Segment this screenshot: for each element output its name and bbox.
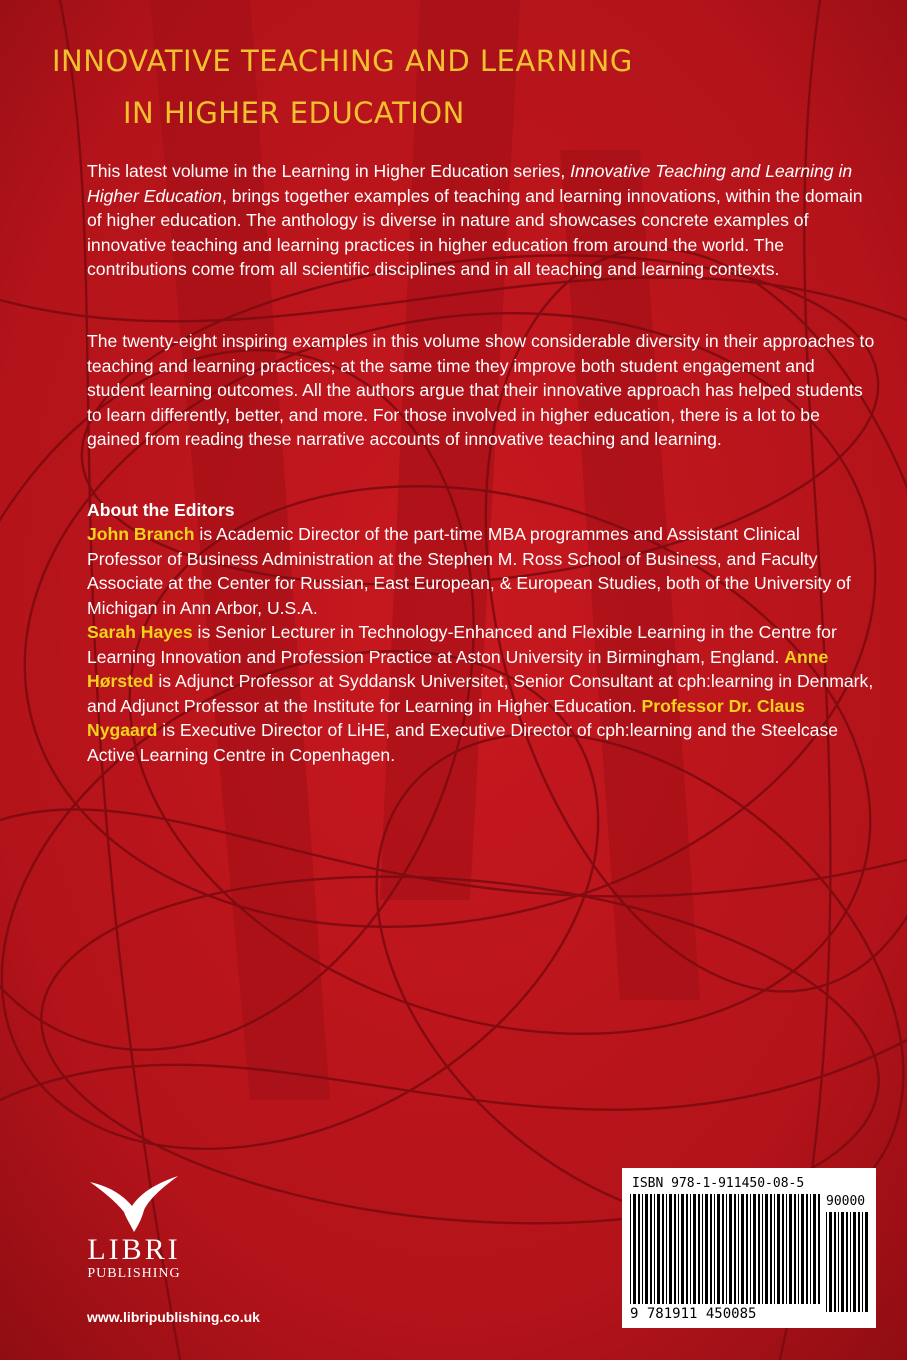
barcode-bar	[762, 1194, 763, 1304]
blurb-paragraph-2: The twenty-eight inspiring examples in this volume show considerable diversity in their approaches to teaching and learning practices; at the same time they improve both student engagement and student learning outcomes. All the authors argue that their innovative approach has helped students to learn differently, better, and more. For those involved in higher education, there is a lot to be gained from reading these narrative accounts of innovative teaching and learning.	[87, 331, 875, 449]
book-title-italic: Innovative Teaching and Learning in Higher Education	[87, 161, 853, 206]
blurb-text: , brings together examples of teaching and learning innovations, within the domain of higher education. The anthology is diverse in nature and showcases concrete examples of innovative teaching and learning practices in higher education from around the world. The contributions come from all scientific disciplines and in all teaching and learning contexts.	[87, 185, 863, 279]
barcode-bar	[758, 1194, 760, 1304]
barcode-bar	[741, 1194, 744, 1304]
barcode-bar	[786, 1194, 787, 1304]
barcode-bar	[798, 1194, 799, 1304]
barcode-bar	[746, 1194, 748, 1304]
barcode-bar	[642, 1194, 643, 1304]
barcode-bar	[690, 1194, 691, 1304]
barcode-bar	[714, 1194, 715, 1304]
editor-name: Sarah Hayes	[87, 622, 193, 642]
barcode-bar	[702, 1194, 703, 1304]
barcode-bar	[846, 1212, 848, 1312]
barcode-bar	[801, 1194, 804, 1304]
barcode-bar	[717, 1194, 720, 1304]
barcode-bar	[765, 1194, 768, 1304]
barcode-bar	[813, 1194, 816, 1304]
barcode-bar	[826, 1212, 827, 1312]
barcode-bar	[858, 1212, 860, 1312]
barcode-bar	[789, 1194, 792, 1304]
bird-icon	[88, 1172, 180, 1234]
book-title-line-2: IN HIGHER EDUCATION	[123, 96, 465, 130]
barcode-bar	[630, 1194, 631, 1304]
barcode-bar	[654, 1194, 655, 1304]
editor-bio: is Adjunct Professor at Syddansk Universitet, Senior Consultant at cph:learning in Denmark, and Adjunct Professor at the Institute for Learning in Higher Education.	[87, 671, 874, 716]
barcode-bar	[753, 1194, 756, 1304]
editor-name: Anne Hørsted	[87, 646, 829, 691]
barcode-bar	[726, 1194, 727, 1304]
barcode-bar	[666, 1194, 667, 1304]
barcode-bar	[750, 1194, 751, 1304]
about-editors-heading: About the Editors	[87, 500, 235, 520]
publisher-name: LIBRI	[87, 1233, 181, 1266]
barcode-bar	[633, 1194, 636, 1304]
barcode-bar	[738, 1194, 739, 1304]
isbn-digits: 9 781911 450085	[630, 1306, 757, 1322]
editor-bio: is Senior Lecturer in Technology-Enhanced and Flexible Learning in the Centre for Learning Innovation and Profession Practice at Aston University in Birmingham, England.	[87, 622, 837, 667]
barcode-bar	[674, 1194, 676, 1304]
barcode-bar	[818, 1194, 820, 1304]
editor-bios	[87, 522, 877, 767]
publisher-logo	[74, 1172, 198, 1292]
barcode-bar	[662, 1194, 664, 1304]
blurb-paragraph-1	[87, 159, 877, 282]
barcode-bar	[774, 1194, 775, 1304]
barcode-bar	[734, 1194, 736, 1304]
barcode-bar	[678, 1194, 679, 1304]
barcode-bar	[829, 1212, 832, 1312]
editor-bio: is Academic Director of the part-time MBA programmes and Assistant Clinical Professor of Business Administration at the Stephen M. Ross School of Business, and Faculty Associate at the Center for Russian, East European, & European Studies, both of the University of Michigan in Ann Arbor, U.S.A.	[87, 524, 851, 618]
barcode-bar	[834, 1212, 836, 1312]
barcode-bar	[669, 1194, 672, 1304]
barcode-bar	[729, 1194, 732, 1304]
barcode-bar	[794, 1194, 796, 1304]
barcode-bar	[681, 1194, 684, 1304]
barcode-bar	[645, 1194, 648, 1304]
barcode-bar	[853, 1212, 856, 1312]
barcode-bar	[693, 1194, 696, 1304]
barcode-bar	[657, 1194, 660, 1304]
barcode-bar	[865, 1212, 868, 1312]
barcode-bar	[782, 1194, 784, 1304]
barcode-bar	[806, 1194, 808, 1304]
publisher-website: www.libripublishing.co.uk	[87, 1309, 260, 1325]
editor-name: John Branch	[87, 524, 195, 544]
barcode-bar	[698, 1194, 700, 1304]
barcode-bar	[722, 1194, 724, 1304]
publisher-subtitle: PUBLISHING	[87, 1266, 181, 1281]
barcode-bar	[850, 1212, 851, 1312]
barcode-bar	[638, 1194, 640, 1304]
barcode-bar	[710, 1194, 712, 1304]
barcode-bar	[841, 1212, 844, 1312]
price-addon-label: 90000	[826, 1194, 866, 1209]
barcode-bars	[630, 1194, 820, 1304]
isbn-barcode	[622, 1168, 876, 1328]
barcode-bar	[838, 1212, 839, 1312]
book-title-line-1: INNOVATIVE TEACHING AND LEARNING	[52, 44, 633, 78]
barcode-bar	[686, 1194, 688, 1304]
barcode-bar	[862, 1212, 863, 1312]
blurb-text: This latest volume in the Learning in Higher Education series,	[87, 161, 571, 181]
editor-bio: is Executive Director of LiHE, and Executive Director of cph:learning and the Steelcase Active Learning Centre in Copenhagen.	[87, 720, 839, 765]
barcode-bar	[650, 1194, 652, 1304]
editor-name: Professor Dr. Claus Nygaard	[87, 695, 805, 740]
barcode-bar	[705, 1194, 708, 1304]
isbn-label: ISBN 978-1-911450-08-5	[632, 1176, 805, 1191]
barcode-bar	[770, 1194, 772, 1304]
barcode-bar	[777, 1194, 780, 1304]
barcode-addon-bars	[826, 1212, 870, 1312]
barcode-bar	[810, 1194, 811, 1304]
